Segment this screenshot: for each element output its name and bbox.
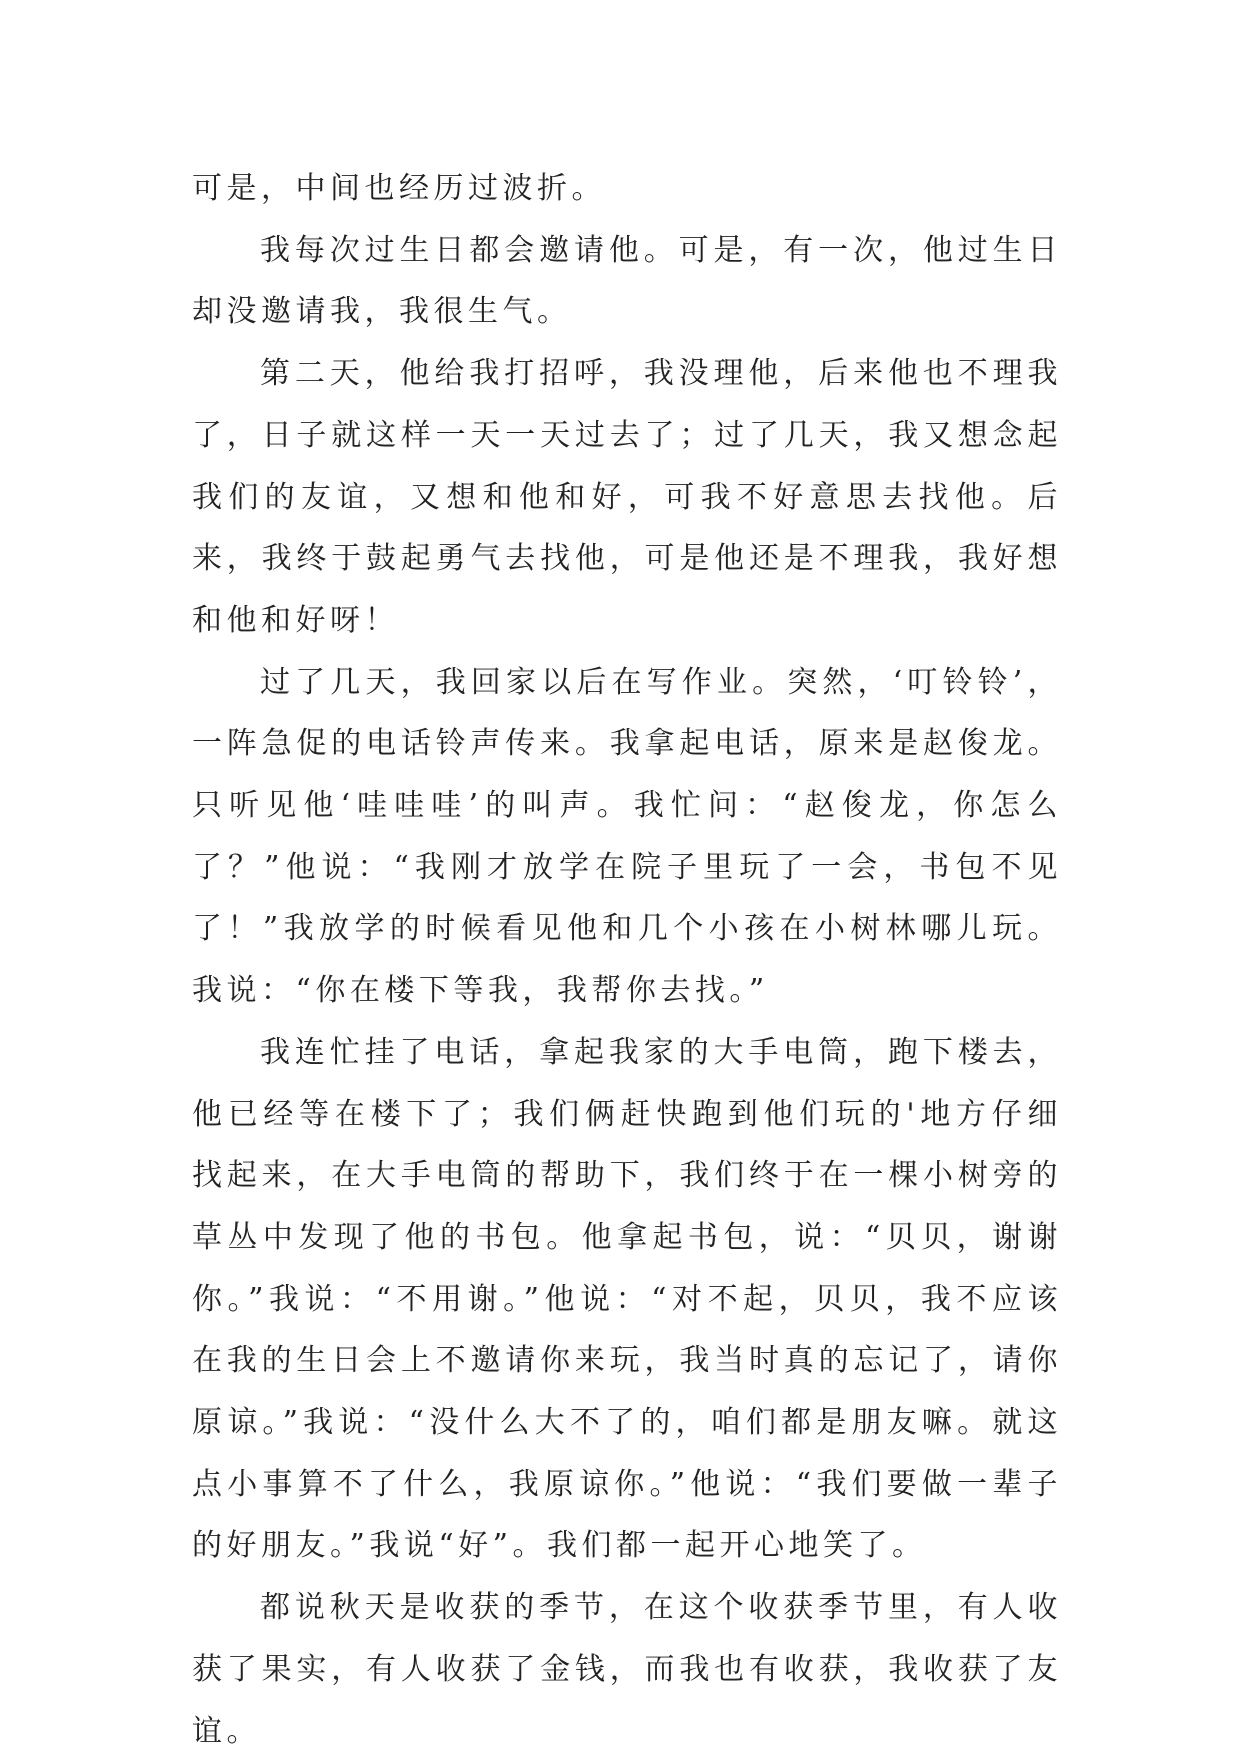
paragraph-1: 可是，中间也经历过波折。: [192, 171, 606, 206]
document-body: [192, 158, 1062, 1762]
paragraph-2: 我每次过生日都会邀请他。可是，有一次，他过生日却没邀请我，我很生气。: [192, 232, 1062, 330]
paragraph-4: 过了几天，我回家以后在写作业。突然，‘叮铃铃’，一阵急促的电话铃声传来。我拿起电话，原来是赵俊龙。只听见他‘哇哇哇’的叫声。我忙问：“赵俊龙，你怎么了？”他说：“我刚才放学在院子里玩了一会，书包不见了！”我放学的时候看见他和几个小孩在小树林哪儿玩。我说：“你在楼下等我，我帮你去找。”: [192, 664, 1062, 1009]
paragraph-5: 我连忙挂了电话，拿起我家的大手电筒，跑下楼去，他已经等在楼下了；我们俩赶快跑到他们玩的'地方仔细找起来，在大手电筒的帮助下，我们终于在一棵小树旁的草丛中发现了他的书包。他拿起书包，说：“贝贝，谢谢你。”我说：“不用谢。”他说：“对不起，贝贝，我不应该在我的生日会上不邀请你来玩，我当时真的忘记了，请你原谅。”我说：“没什么大不了的，咱们都是朋友嘛。就这点小事算不了什么，我原谅你。”他说：“我们要做一辈子的好朋友。”我说“好”。我们都一起开心地笑了。: [192, 1034, 1062, 1564]
paragraph-3: 第二天，他给我打招呼，我没理他，后来他也不理我了，日子就这样一天一天过去了；过了几天，我又想念起我们的友谊，又想和他和好，可我不好意思去找他。后来，我终于鼓起勇气去找他，可是他还是不理我，我好想和他和好呀！: [192, 356, 1062, 638]
paragraph-6: 都说秋天是收获的季节，在这个收获季节里，有人收获了果实，有人收获了金钱，而我也有收获，我收获了友谊。: [192, 1590, 1062, 1749]
